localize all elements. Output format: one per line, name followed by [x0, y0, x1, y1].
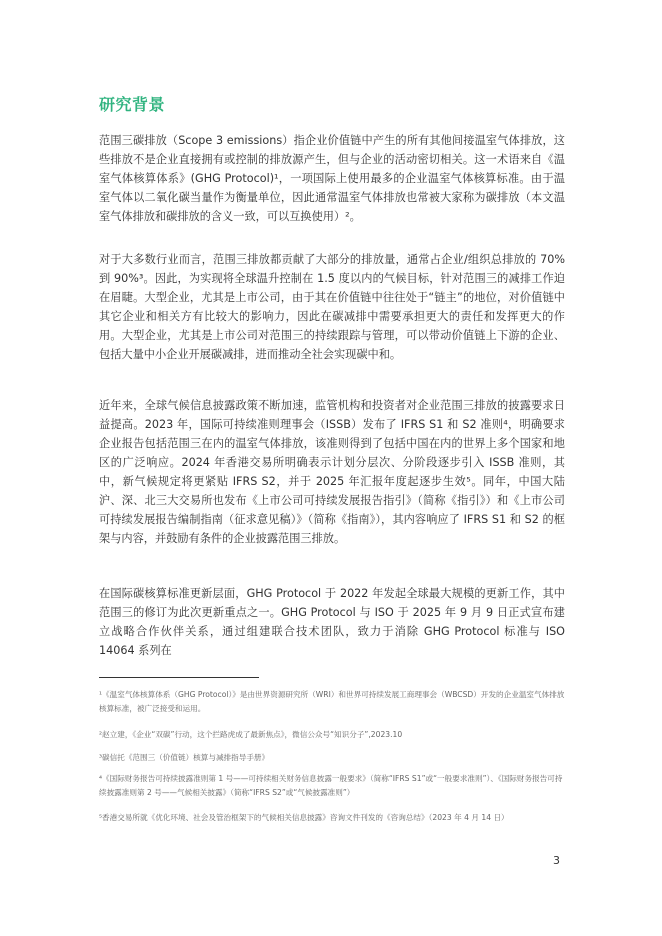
- footnote-divider: [99, 677, 259, 678]
- footnote: ³碳信托《范围三（价值链）核算与减排指导手册》: [99, 753, 270, 762]
- body-paragraph: 范围三碳排放（Scope 3 emissions）指企业价值链中产生的所有其他间接温室气体排放，这些排放不是企业直接拥有或控制的排放源产生，但与企业的活动密切相关。这一术语来自《温室气体核算体系》(GHG Protocol)¹，一项国际上使用最多的企业温室气体核算标准。由于温室气体以二氧化碳当量作为衡量单位，因此通常温室气体排放也常被大家称为碳排放（本文温室气体排放和碳排放的含义一致，可以互换使用）²。: [99, 134, 565, 223]
- footnote: ¹《温室气体核算体系（GHG Protocol）》是由世界资源研究所（WRI）和世界可持续发展工商理事会（WBCSD）开发的企业温室气体排放核算标准，被广泛接受和运用。: [99, 690, 565, 713]
- footnote: ²赵立建，《企业“双碳”行动，这个拦路虎成了最新焦点》，微信公众号“知识分子”,2023.10: [99, 730, 403, 739]
- page-number: 3: [553, 854, 560, 867]
- section-heading: 研究背景: [99, 95, 166, 114]
- footnote: ⁴《国际财务报告可持续披露准则第 1 号——可持续相关财务信息披露一般要求》（简称“IFRS S1”或“一般要求准则”）、《国际财务报告可持续披露准则第 2 号——气候相关披露》（简称“IFRS S2”或“气候披露准则”）: [99, 774, 563, 797]
- body-paragraph: 在国际碳核算标准更新层面，GHG Protocol 于 2022 年发起全球最大规模的更新工作，其中范围三的修订为此次更新重点之一。GHG Protocol 与 ISO 于 2025 年 9 月 9 日正式宣布建立战略合作伙伴关系，通过组建联合技术团队，致力于消除 GHG Protocol 标准与 ISO 14064 系列在: [99, 587, 565, 657]
- body-paragraph: 对于大多数行业而言，范围三排放都贡献了大部分的排放量，通常占企业/组织总排放的 70%到 90%³。因此，为实现将全球温升控制在 1.5 度以内的气候目标，针对范围三的减排工作迫在眉睫。大型企业，尤其是上市公司，由于其在价值链中往往处于“链主”的地位，对价值链中其它企业和相关方有比较大的影响力，因此在碳减排中需要承担更大的责任和发挥更大的作用。大型企业，尤其是上市公司对范围三的持续跟踪与管理，可以带动价值链上下游的企业、包括大量中小企业开展碳减排，进而推动全社会实现碳中和。: [99, 253, 565, 361]
- body-paragraph: 近年来，全球气候信息披露政策不断加速，监管机构和投资者对企业范围三排放的披露要求日益提高。2023 年，国际可持续准则理事会（ISSB）发布了 IFRS S1 和 S2 准则⁴，明确要求企业报告包括范围三在内的温室气体排放，该准则得到了包括中国在内的世界上多个国家和地区的广泛响应。2024 年香港交易所明确表示计划分层次、分阶段逐步引入 ISSB 准则，其中，新气候规定将更紧贴 IFRS S2，并于 2025 年汇报年度起逐步生效⁵。同年，中国大陆沪、深、北三大交易所也发布《上市公司可持续发展报告指引》（简称《指引》）和《上市公司可持续发展报告编制指南（征求意见稿）》（简称《指南》），其内容响应了 IFRS S1 和 S2 的框架与内容，并鼓励有条件的企业披露范围三排放。: [99, 399, 565, 545]
- footnote: ⁵香港交易所就《优化环境、社会及管治框架下的气候相关信息披露》咨询文件刊发的《咨询总结》（2023 年 4 月 14 日）: [99, 813, 509, 822]
